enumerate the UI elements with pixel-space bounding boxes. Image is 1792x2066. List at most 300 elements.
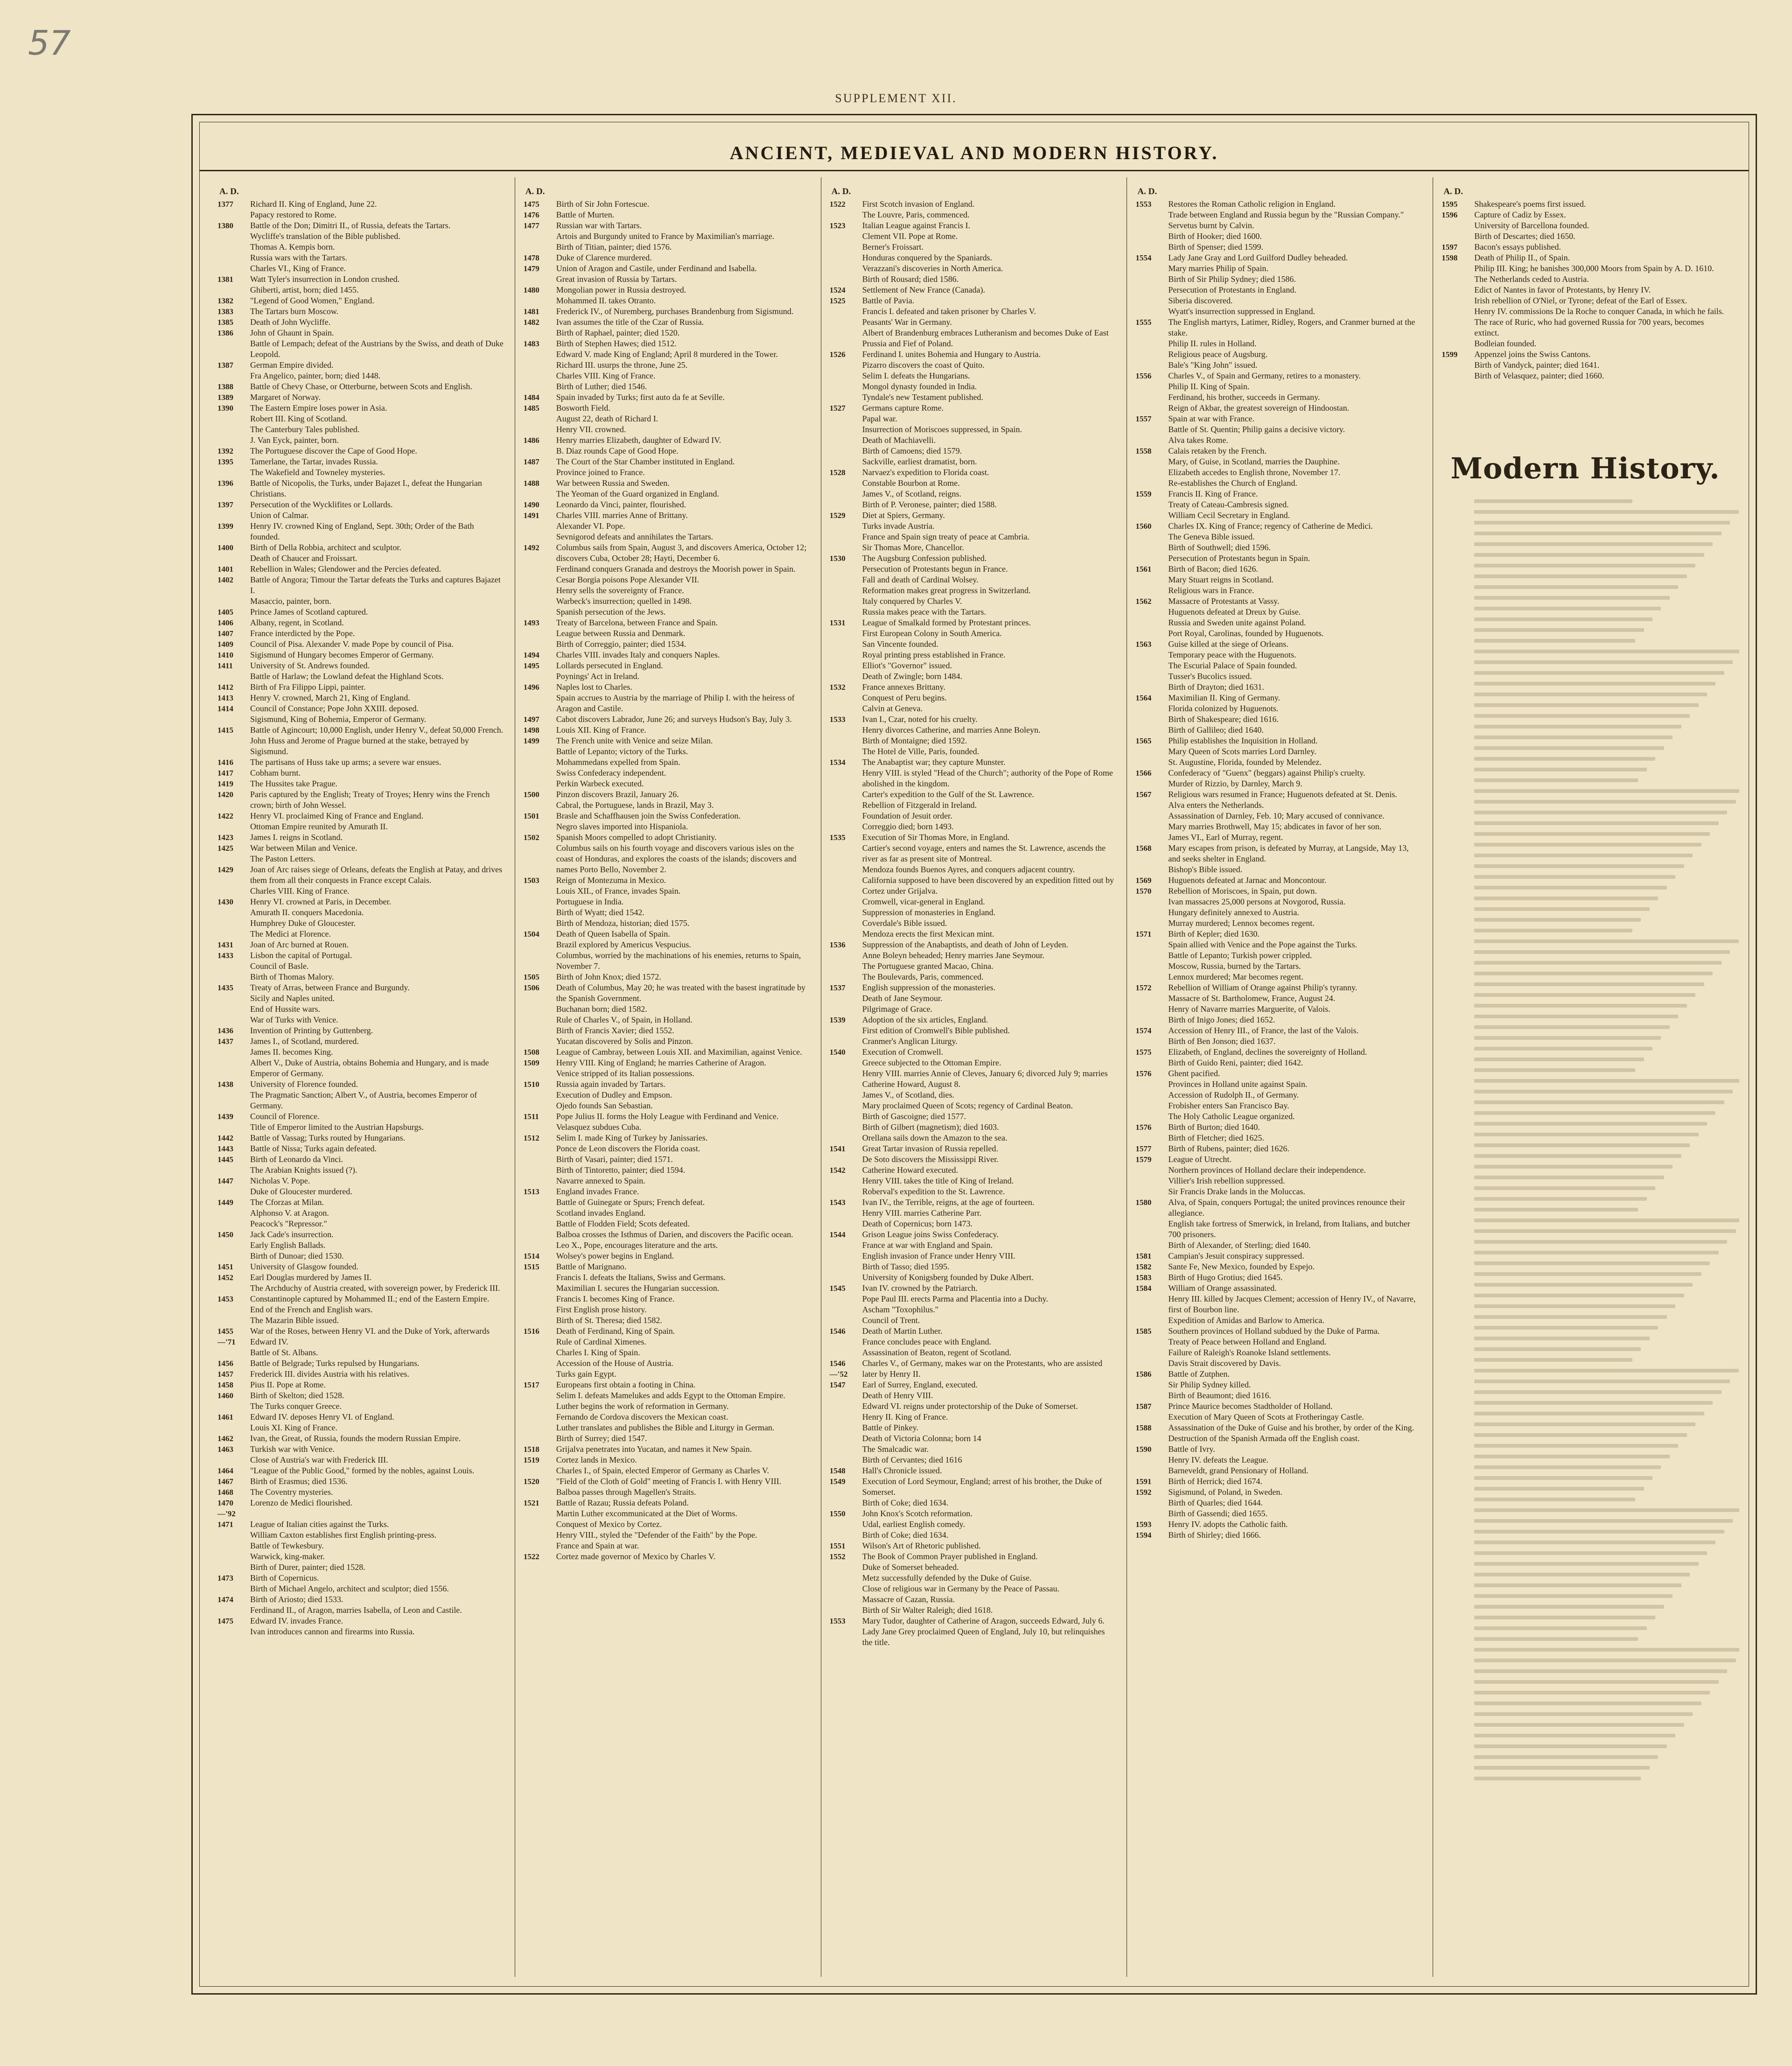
history-entry (217, 1036, 504, 1047)
entry-text: Treaty of Peace between Holland and England. (1168, 1337, 1327, 1346)
entry-year (524, 671, 556, 682)
entry-year (524, 1530, 556, 1541)
entry-text: Anne Boleyn beheaded; Henry marries Jane Seymour. (862, 951, 1044, 960)
history-entry (1135, 1433, 1422, 1444)
history-entry (1135, 553, 1422, 564)
text-line-placeholder (1474, 789, 1739, 793)
entry-text: Edward IV. invades France. (250, 1616, 343, 1625)
entry-text: Cabot discovers Labrador, June 26; and surveys Hudson's Bay, July 3. (556, 714, 792, 724)
entry-year (524, 360, 556, 371)
entry-text: Death of Columbus, May 20; he was treated with the basest ingratitude by the Spanish Government. (556, 983, 806, 1003)
entry-text: "Legend of Good Women," England. (250, 296, 374, 305)
entry-text: Spanish Moors compelled to adopt Christianity. (556, 833, 717, 842)
entry-year: 1580 (1135, 1198, 1152, 1207)
entry-text: Sir Thomas More, Chancellor. (862, 543, 964, 552)
text-line-placeholder (1474, 939, 1739, 943)
history-entry (830, 1122, 1117, 1133)
entry-year (524, 1390, 556, 1401)
history-entry (524, 768, 811, 778)
entry-text: Religious peace of Augsburg. (1168, 350, 1268, 359)
entry-text: Wycliffe's translation of the Bible published. (250, 231, 400, 241)
history-entry (217, 1208, 504, 1219)
entry-text: League of Smalkald formed by Protestant princes. (862, 618, 1031, 627)
entry-year (524, 693, 556, 714)
entry-year: 1479 (523, 264, 539, 273)
entry-text: Re-establishes the Church of England. (1168, 478, 1297, 488)
entry-text: Birth of Guido Reni, painter; died 1642. (1168, 1058, 1303, 1067)
entry-text: Irish rebellion of O'Niel, or Tyrone; defeat of the Earl of Essex. (1474, 296, 1687, 305)
entry-text: Birth of Erasmus; died 1536. (250, 1477, 348, 1486)
entry-year (1135, 510, 1168, 521)
history-entry (524, 725, 811, 735)
entry-year: 1438 (217, 1080, 233, 1089)
entry-year (830, 1422, 862, 1433)
entry-text: Birth of Tasso; died 1595. (862, 1262, 950, 1271)
entry-text: Henry IV. crowned King of England, Sept. 30th; Order of the Bath founded. (250, 521, 474, 541)
entry-text: Charles VIII. King of France. (250, 886, 350, 896)
history-entry (524, 521, 811, 532)
entry-year (217, 510, 250, 521)
history-entry (830, 1605, 1117, 1616)
history-entry (524, 1294, 811, 1304)
text-line-placeholder (1474, 596, 1670, 600)
history-entry (1135, 714, 1422, 725)
text-line-placeholder (1474, 1498, 1635, 1501)
entry-text: Alva, of Spain, conquers Portugal; the united provinces renounce their allegiance. (1168, 1198, 1405, 1218)
entry-text: Death of Chaucer and Froissart. (250, 553, 357, 563)
entry-year (217, 553, 250, 564)
entry-year (524, 521, 556, 532)
entry-text: Birth of Kepler; died 1630. (1168, 929, 1260, 938)
entry-year: 1475 (523, 200, 539, 209)
history-entry (217, 263, 504, 274)
history-entry (217, 1315, 504, 1326)
entry-text: Henry sells the sovereignty of France. (556, 586, 684, 595)
entry-text: Tusser's Bucolics issued. (1168, 672, 1252, 681)
history-entry (830, 1058, 1117, 1068)
entry-year (1135, 864, 1168, 875)
entry-text: Charles I. King of Spain. (556, 1348, 640, 1357)
entry-year (217, 252, 250, 263)
history-entry (217, 929, 504, 939)
text-line-placeholder (1474, 1422, 1695, 1426)
history-entry (217, 1186, 504, 1197)
entry-text: Reformation makes great progress in Switzerland. (862, 586, 1031, 595)
entry-year: 1522 (829, 200, 846, 209)
entry-text: Guise killed at the siege of Orleans. (1168, 639, 1288, 649)
history-entry (1442, 317, 1729, 338)
entry-year: 1592 (1135, 1488, 1152, 1497)
text-line-placeholder (1474, 650, 1739, 653)
entry-text: Mary Queen of Scots marries Lord Darnley. (1168, 747, 1316, 756)
entry-text: Coverdale's Bible issued. (862, 918, 947, 928)
entry-year: 1582 (1135, 1262, 1152, 1271)
entry-text: Battle of Belgrade; Turks repulsed by Hungarians. (250, 1359, 420, 1368)
history-entry (524, 263, 811, 274)
entry-year: 1386 (217, 329, 233, 337)
entry-text: Death of Philip II., of Spain. (1474, 253, 1570, 262)
entry-year: 1584 (1135, 1284, 1152, 1293)
history-entry (524, 1390, 811, 1401)
history-entry (830, 242, 1117, 252)
entry-year (217, 435, 250, 446)
entry-year: 1422 (217, 812, 233, 820)
entry-text: France annexes Brittany. (862, 682, 945, 692)
entry-text: Battle of Vassag; Turks routed by Hungarians. (250, 1133, 406, 1142)
entry-text: The Hussites take Prague. (250, 779, 337, 788)
entry-year (830, 489, 862, 499)
entry-text: Maximilian I. secures the Hungarian succession. (556, 1283, 720, 1293)
history-entry (1135, 918, 1422, 929)
entry-text: France interdicted by the Pope. (250, 629, 355, 638)
entry-year (524, 1541, 556, 1551)
history-entry (1135, 650, 1422, 660)
entry-year: 1397 (217, 500, 233, 509)
entry-year (524, 1401, 556, 1412)
history-entry (1135, 274, 1422, 285)
entry-text: William Cecil Secretary in England. (1168, 511, 1290, 520)
entry-year: 1522 (523, 1552, 539, 1561)
history-entry (524, 639, 811, 650)
history-entry (217, 371, 504, 381)
entry-year (830, 317, 862, 328)
entry-year (217, 596, 250, 607)
history-entry (217, 768, 504, 778)
entry-text: Henry V. crowned, March 21, King of England. (250, 693, 410, 702)
entry-year (1135, 1508, 1168, 1519)
entry-year (524, 607, 556, 617)
entry-year (1135, 1455, 1168, 1465)
entry-year: 1419 (217, 779, 233, 788)
entry-year (830, 413, 862, 424)
entry-text: Louis XII., of France, invades Spain. (556, 886, 681, 896)
entry-year: 1597 (1442, 243, 1458, 252)
history-entry (830, 510, 1117, 521)
entry-text: Execution of Dudley and Empson. (556, 1090, 672, 1100)
entry-year (830, 789, 862, 800)
history-entry (830, 1390, 1117, 1401)
entry-text: Spain at war with France. (1168, 414, 1254, 423)
entry-year (524, 1176, 556, 1186)
history-entry (1135, 639, 1422, 650)
entry-text: Charles IX. King of France; regency of Catherine de Medici. (1168, 521, 1373, 531)
entry-year: 1413 (217, 693, 233, 702)
history-entry (524, 1165, 811, 1176)
entry-year: 1450 (217, 1230, 233, 1239)
entry-year (217, 1541, 250, 1551)
history-entry (1135, 1347, 1422, 1358)
entry-text: Clement VII. Pope at Rome. (862, 231, 958, 241)
history-entry (830, 628, 1117, 639)
entry-year: 1516 (523, 1327, 539, 1336)
entry-year (524, 424, 556, 435)
history-entry (217, 542, 504, 553)
entry-text: Birth of Hugo Grotius; died 1645. (1168, 1273, 1283, 1282)
entry-year: 1435 (217, 983, 233, 992)
entry-year: 1492 (523, 543, 539, 552)
history-entry (524, 413, 811, 424)
entry-year (524, 821, 556, 832)
entry-year: 1515 (523, 1262, 539, 1271)
entry-text: Settlement of New France (Canada). (862, 285, 985, 294)
history-entry (524, 274, 811, 285)
history-entry (217, 660, 504, 671)
history-entry (217, 1530, 504, 1541)
entry-text: Ivan massacres 25,000 persons at Novgorod, Russia. (1168, 897, 1345, 906)
entry-year (524, 295, 556, 306)
history-entry (217, 295, 504, 306)
entry-text: Accession of Henry III., of France, the last of the Valois. (1168, 1026, 1358, 1035)
history-entry (524, 1176, 811, 1186)
entry-text: Confederacy of "Guenx" (beggars) against Philip's cruelty. (1168, 768, 1365, 777)
history-entry (830, 360, 1117, 371)
history-entry (830, 1025, 1117, 1036)
entry-text: Mohammedans expelled from Spain. (556, 757, 680, 767)
history-entry (830, 1519, 1117, 1530)
entry-text: Ivan assumes the title of the Czar of Russia. (556, 317, 704, 327)
entry-year (1135, 574, 1168, 585)
history-entry (830, 671, 1117, 682)
entry-text: Swiss Confederacy independent. (556, 768, 666, 777)
entry-text: Lady Jane Gray and Lord Guilford Dudley beheaded. (1168, 253, 1348, 262)
history-entry (1135, 295, 1422, 306)
entry-year (217, 821, 250, 832)
history-entry (1135, 317, 1422, 338)
entry-text: Frederick IV., of Nuremberg, purchases Brandenburg from Sigismund. (556, 307, 794, 316)
entry-year (830, 972, 862, 982)
entry-year: 1437 (217, 1037, 233, 1046)
text-line-placeholder (1474, 1369, 1739, 1373)
entry-text: Henry III. killed by Jacques Clement; accession of Henry IV., of Navarre, first of Bourbon line. (1168, 1294, 1416, 1314)
history-entry (524, 843, 811, 875)
history-entry (1135, 832, 1422, 843)
history-entry (1135, 1422, 1422, 1433)
entry-text: Berner's Froissart. (862, 242, 924, 252)
entry-text: English take fortress of Smerwick, in Ireland, from Italians, and butcher 700 prisoners. (1168, 1219, 1410, 1239)
entry-text: Lisbon the capital of Portugal. (250, 951, 352, 960)
history-entry (524, 1412, 811, 1422)
entry-year (1442, 220, 1474, 231)
history-entry (1135, 338, 1422, 349)
history-entry (1135, 886, 1422, 896)
entry-text: Birth of Sir Philip Sydney; died 1586. (1168, 274, 1296, 284)
text-line-placeholder (1474, 1605, 1664, 1609)
history-entry (830, 263, 1117, 274)
history-entry (1135, 896, 1422, 907)
history-entry (217, 210, 504, 220)
entry-text: University of St. Andrews founded. (250, 661, 370, 670)
history-entry (1135, 306, 1422, 317)
history-entry (524, 1154, 811, 1165)
entry-year (1135, 424, 1168, 435)
text-line-placeholder (1474, 918, 1641, 922)
history-entry (1442, 360, 1729, 371)
entry-year: 1510 (523, 1080, 539, 1089)
history-entry (830, 714, 1117, 725)
entry-text: Turkish war with Venice. (250, 1444, 335, 1454)
entry-year (217, 972, 250, 982)
history-entry (830, 435, 1117, 446)
entry-text: Huguenots defeated at Dreux by Guise. (1168, 607, 1301, 616)
entry-year: 1433 (217, 951, 233, 960)
entry-year: 1509 (523, 1058, 539, 1067)
entry-text: Birth of Cervantes; died 1616 (862, 1455, 962, 1464)
history-entry (830, 746, 1117, 757)
history-entry (830, 381, 1117, 392)
entry-year (830, 1433, 862, 1444)
entry-year (830, 703, 862, 714)
entry-year: 1576 (1135, 1069, 1152, 1078)
text-line-placeholder (1474, 1444, 1678, 1448)
entry-year (830, 1530, 862, 1541)
entry-text: James I. reigns in Scotland. (250, 833, 343, 842)
entry-year: 1463 (217, 1445, 233, 1454)
history-entry (830, 1444, 1117, 1455)
history-entry (524, 714, 811, 725)
history-entry (830, 252, 1117, 263)
entry-text: Europeans first obtain a footing in China. (556, 1380, 696, 1389)
entry-text: Pinzon discovers Brazil, January 26. (556, 790, 679, 799)
history-entry (830, 703, 1117, 714)
entry-text: Fernando de Cordova discovers the Mexican coast. (556, 1412, 728, 1422)
text-line-placeholder (1474, 1583, 1681, 1587)
history-entry (830, 650, 1117, 660)
history-entry (1135, 735, 1422, 746)
entry-year: 1555 (1135, 318, 1152, 327)
entry-text: Cortez made governor of Mexico by Charles V. (556, 1552, 716, 1561)
entry-text: Wolsey's power begins in England. (556, 1251, 674, 1261)
history-entry (830, 371, 1117, 381)
entry-text: Rebellion of Moriscoes, in Spain, put down. (1168, 886, 1317, 896)
entry-year (1135, 542, 1168, 553)
entry-year: 1544 (829, 1230, 846, 1239)
entry-text: Navarre annexed to Spain. (556, 1176, 645, 1185)
entry-year (524, 896, 556, 907)
entry-year: 1571 (1135, 930, 1152, 938)
entry-text: Mongolian power in Russia destroyed. (556, 285, 686, 294)
history-entry (1135, 1465, 1422, 1476)
entry-text: Birth of Gascoigne; died 1577. (862, 1112, 966, 1121)
entry-year: 1491 (523, 511, 539, 520)
entry-text: Ferdinand I. unites Bohemia and Hungary to Austria. (862, 350, 1041, 359)
history-entry (830, 1154, 1117, 1165)
entry-text: Birth of Bacon; died 1626. (1168, 564, 1258, 574)
entry-text: Cobham burnt. (250, 768, 301, 777)
entry-year (1135, 607, 1168, 617)
history-entry (1135, 1326, 1422, 1337)
entry-text: Birth of Montaigne; died 1592. (862, 736, 967, 745)
entry-year (217, 1165, 250, 1176)
entry-year (524, 1165, 556, 1176)
text-line-placeholder (1474, 1197, 1646, 1201)
entry-text: Francis II. King of France. (1168, 489, 1258, 498)
history-entry (1135, 1530, 1422, 1541)
entry-text: Accession of Rudolph II., of Germany. (1168, 1090, 1299, 1100)
history-entry (524, 939, 811, 950)
history-entry (830, 1111, 1117, 1122)
entry-year (1135, 220, 1168, 231)
history-entry (524, 231, 811, 242)
history-entry (830, 1068, 1117, 1090)
entry-text: San Vincente founded. (862, 639, 938, 649)
entry-year: 1412 (217, 683, 233, 692)
history-entry (830, 285, 1117, 295)
entry-text: Barneveldt, grand Pensionary of Holland. (1168, 1466, 1309, 1475)
history-entry (524, 1219, 811, 1229)
history-columns (209, 177, 1739, 1977)
entry-text: Diet at Spiers, Germany. (862, 511, 945, 520)
entry-text: Battle of St. Quentin; Philip gains a decisive victory. (1168, 425, 1345, 434)
entry-text: First European Colony in South America. (862, 629, 1002, 638)
entry-year (524, 1283, 556, 1294)
entry-text: William of Orange assassinated. (1168, 1283, 1277, 1293)
entry-year: 1389 (217, 393, 233, 402)
entry-text: Birth of Tintoretto, painter; died 1594. (556, 1165, 686, 1175)
history-entry (1442, 252, 1729, 263)
entry-text: Birth of Gallileo; died 1640. (1168, 725, 1264, 735)
entry-text: League between Russia and Denmark. (556, 629, 686, 638)
entry-year (217, 242, 250, 252)
history-entry (524, 757, 811, 768)
entry-year: 1536 (829, 940, 846, 949)
entry-year: 1505 (523, 973, 539, 981)
entry-year (217, 1583, 250, 1594)
entry-text: Death of Ferdinand, King of Spain. (556, 1326, 675, 1336)
entry-text: Battle of Chevy Chase, or Otterburne, between Scots and English. (250, 382, 472, 391)
entry-text: Birth of Spenser; died 1599. (1168, 242, 1263, 252)
entry-year: 1443 (217, 1144, 233, 1153)
text-line-placeholder (1474, 778, 1638, 782)
column-header-ad: A. D. (1443, 187, 1463, 196)
history-entry (830, 607, 1117, 617)
text-line-placeholder (1474, 1508, 1739, 1512)
history-entry (830, 274, 1117, 285)
history-entry (1135, 1100, 1422, 1111)
entry-text: Henry VI. proclaimed King of France and England. (250, 811, 424, 820)
entry-text: Correggio died; born 1493. (862, 822, 954, 831)
entry-text: Grison League joins Swiss Confederacy. (862, 1230, 999, 1239)
entry-text: Death of Jane Seymour. (862, 994, 943, 1003)
entry-text: Council of Pisa. Alexander V. made Pope by council of Pisa. (250, 639, 454, 649)
history-entry (217, 499, 504, 510)
entry-year: 1596 (1442, 210, 1458, 219)
history-entry (217, 1519, 504, 1530)
entry-year (217, 1090, 250, 1111)
entry-year (524, 1004, 556, 1015)
entry-year (217, 338, 250, 360)
text-line-placeholder (1474, 929, 1632, 932)
history-entry (217, 1240, 504, 1251)
entry-year (524, 918, 556, 929)
text-line-placeholder (1474, 1680, 1718, 1684)
history-entry (830, 1594, 1117, 1605)
history-entry (830, 939, 1117, 950)
entry-text: Birth of Skelton; died 1528. (250, 1391, 344, 1400)
history-entry (1135, 993, 1422, 1004)
entry-year (524, 639, 556, 650)
entry-text: Nicholas V. Pope. (250, 1176, 310, 1185)
modern-history-text-block (1442, 499, 1729, 1780)
entry-year (524, 574, 556, 585)
entry-year (217, 210, 250, 220)
entry-year: 1577 (1135, 1144, 1152, 1153)
text-line-placeholder (1474, 1562, 1698, 1566)
history-entry (830, 392, 1117, 403)
history-entry (524, 252, 811, 263)
entry-year (217, 467, 250, 478)
history-entry (524, 1261, 811, 1272)
text-line-placeholder (1474, 1337, 1650, 1340)
